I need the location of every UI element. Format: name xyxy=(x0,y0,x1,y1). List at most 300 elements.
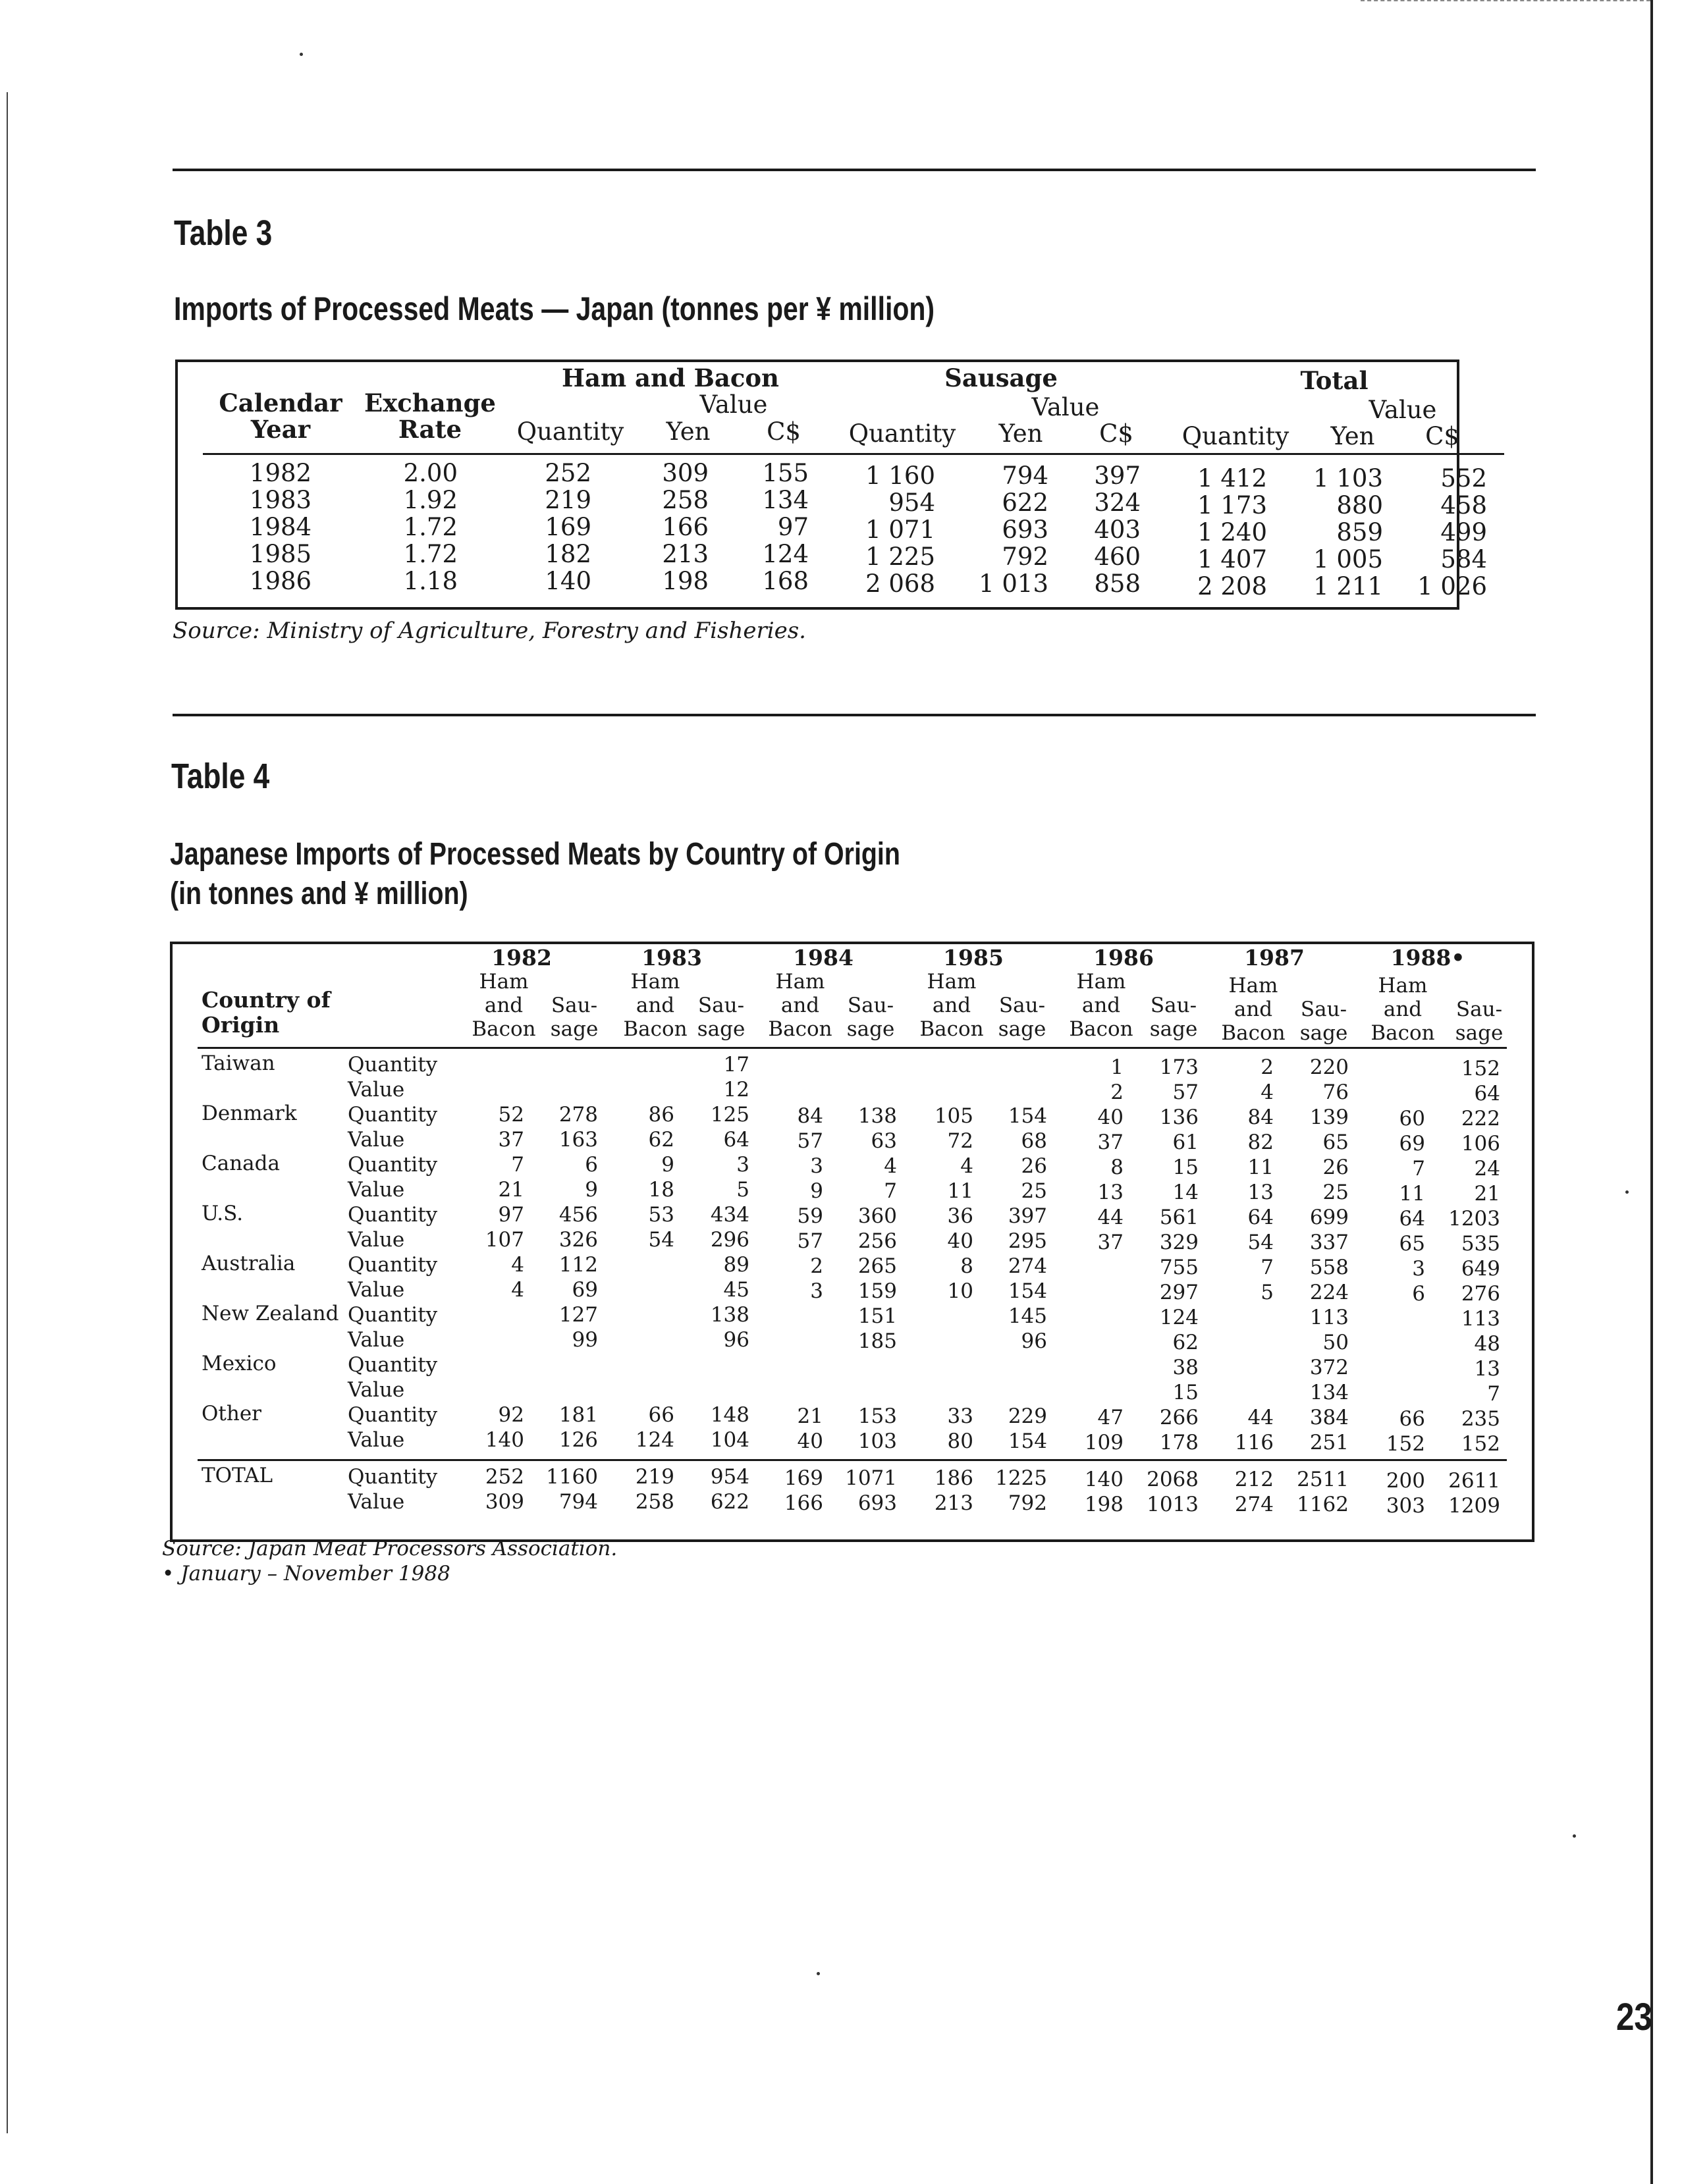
table4-cell: 794 xyxy=(558,1490,598,1514)
table4-cell: 266 xyxy=(1159,1406,1199,1429)
table3-cell-rate: 1.72 xyxy=(403,513,458,541)
subheader-sau: Sau- xyxy=(1150,994,1197,1017)
subheader-sage: sage xyxy=(1455,1021,1504,1045)
subheader-ham: Ham xyxy=(1228,974,1278,998)
table4-cell: 64 xyxy=(1474,1082,1500,1105)
table4-cell: 224 xyxy=(1309,1281,1349,1304)
table4-cell: 84 xyxy=(797,1104,823,1128)
table3-cell-hb_cad: 155 xyxy=(762,459,809,487)
table3-cell-t_yen: 1 103 xyxy=(1313,464,1383,493)
table4-cell: 186 xyxy=(934,1466,973,1490)
subheader-and: and xyxy=(484,994,524,1017)
table4-cell: 3 xyxy=(1412,1257,1425,1281)
table3-cell-rate: 1.72 xyxy=(403,540,458,568)
subheader-and: and xyxy=(1383,998,1423,1021)
table4-cell: 296 xyxy=(710,1228,749,1252)
table4-cell: 7 xyxy=(511,1153,524,1177)
measure-label: Quantity xyxy=(348,1153,438,1177)
year-header: 1986 xyxy=(1093,945,1154,971)
measure-label: Value xyxy=(348,1278,405,1302)
table4-cell: 535 xyxy=(1461,1232,1500,1256)
header-value: Value xyxy=(1369,396,1437,424)
scan-speck xyxy=(300,53,303,56)
table3-cell-year: 1982 xyxy=(249,459,312,487)
year-header: 1983 xyxy=(641,945,702,971)
table4-cell: 2611 xyxy=(1448,1469,1500,1493)
table4-cell: 138 xyxy=(857,1104,897,1128)
table4-cell: 65 xyxy=(1399,1232,1425,1256)
table4-cell: 2 xyxy=(1110,1080,1124,1104)
table4-cell: 252 xyxy=(485,1465,524,1489)
table4-cell: 69 xyxy=(572,1278,598,1302)
table3-cell-rate: 1.18 xyxy=(403,567,458,595)
table4-cell: 18 xyxy=(648,1178,674,1202)
table3-cell-s_yen: 622 xyxy=(1002,489,1048,517)
table4-cell: 21 xyxy=(498,1178,524,1202)
table4-cell: 8 xyxy=(1110,1156,1124,1179)
table3-cell-t_qty: 1 407 xyxy=(1197,545,1267,573)
table4-cell: 13 xyxy=(1097,1181,1124,1204)
table4-title-line2: (in tonnes and ¥ million) xyxy=(170,876,468,911)
table4-cell: 21 xyxy=(797,1404,823,1428)
subheader-sage: sage xyxy=(550,1017,599,1041)
table4-cell: 7 xyxy=(1412,1157,1425,1181)
table4-cell: 7 xyxy=(884,1179,897,1203)
table4-cell: 1071 xyxy=(845,1466,897,1490)
measure-label: Quantity xyxy=(348,1203,438,1227)
table4-cell: 64 xyxy=(1399,1207,1425,1231)
table4-cell: 8 xyxy=(960,1254,973,1278)
subheader-and: and xyxy=(636,994,675,1017)
left-binding-edge xyxy=(7,92,8,2133)
table4-cell: 103 xyxy=(857,1429,897,1453)
table4-header-rule xyxy=(198,1047,1507,1049)
table4-cell: 5 xyxy=(1261,1281,1274,1304)
table4-cell: 13 xyxy=(1247,1181,1274,1204)
measure-label: Value xyxy=(348,1490,405,1514)
measure-label: Value xyxy=(348,1378,405,1402)
subheader-ham: Ham xyxy=(479,970,529,994)
year-header: 1985 xyxy=(943,945,1004,971)
table3-cell-t_yen: 880 xyxy=(1336,491,1383,519)
table4-cell: 33 xyxy=(947,1404,973,1428)
table4-cell: 40 xyxy=(797,1429,823,1453)
table4-cell: 38 xyxy=(1172,1356,1199,1379)
table4-cell: 92 xyxy=(498,1403,524,1427)
table4-cell: 303 xyxy=(1386,1494,1425,1518)
table4-cell: 148 xyxy=(710,1403,749,1427)
table4-cell: 97 xyxy=(498,1203,524,1227)
header-ham-and-bacon: Ham and Bacon xyxy=(562,363,779,392)
table4-cell: 4 xyxy=(1261,1080,1274,1104)
table4-cell: 219 xyxy=(635,1465,674,1489)
table3-cell-t_yen: 859 xyxy=(1336,518,1383,546)
measure-label: Value xyxy=(348,1328,405,1352)
table4-title xyxy=(170,835,900,914)
table4-cell: 84 xyxy=(1247,1105,1274,1129)
table4-cell: 134 xyxy=(1309,1381,1349,1404)
subheader-bacon: Bacon xyxy=(1069,1017,1133,1041)
table4-cell: 456 xyxy=(558,1203,598,1227)
table3-cell-year: 1985 xyxy=(249,540,312,568)
header-quantity: Quantity xyxy=(848,419,956,448)
table4-cell: 309 xyxy=(485,1490,524,1514)
year-header: 1987 xyxy=(1244,945,1305,971)
table4-cell: 86 xyxy=(648,1103,674,1127)
table4-cell: 66 xyxy=(1399,1407,1425,1431)
subheader-sau: Sau- xyxy=(551,994,598,1017)
table4-cell: 47 xyxy=(1097,1406,1124,1429)
table4-cell: 138 xyxy=(710,1303,749,1327)
table4-cell: 276 xyxy=(1461,1282,1500,1306)
table4-cell: 622 xyxy=(710,1490,749,1514)
table4-cell: 5 xyxy=(736,1178,749,1202)
subheader-sau: Sau- xyxy=(847,994,894,1017)
table3-cell-t_cad: 552 xyxy=(1440,464,1487,493)
table4-cell: 154 xyxy=(1008,1429,1047,1453)
subheader-sage: sage xyxy=(998,1017,1046,1041)
subheader-and: and xyxy=(1234,998,1273,1021)
table4-cell: 112 xyxy=(558,1253,598,1277)
table4-cell: 64 xyxy=(723,1128,749,1152)
table4-cell: 1209 xyxy=(1448,1494,1500,1518)
table4-cell: 2 xyxy=(810,1254,823,1278)
table3-cell-hb_cad: 134 xyxy=(762,486,809,514)
table4-cell: 54 xyxy=(648,1228,674,1252)
table3-cell-s_yen: 794 xyxy=(1002,462,1048,490)
table4-cell: 140 xyxy=(485,1428,524,1452)
subheader-sage: sage xyxy=(846,1017,895,1041)
table4-cell: 372 xyxy=(1309,1356,1349,1379)
table4-cell: 10 xyxy=(947,1279,973,1303)
table3-cell-t_cad: 1 026 xyxy=(1417,572,1487,600)
table4-cell: 2068 xyxy=(1147,1468,1199,1491)
table3-cell-t_qty: 1 412 xyxy=(1197,464,1267,493)
table4-cell: 89 xyxy=(723,1253,749,1277)
subheader-and: and xyxy=(780,994,820,1017)
table4-cell: 124 xyxy=(635,1428,674,1452)
table4-cell: 44 xyxy=(1097,1206,1124,1229)
table4-cell: 6 xyxy=(1412,1282,1425,1306)
table4-cell: 36 xyxy=(947,1204,973,1228)
table4-cell: 9 xyxy=(585,1178,598,1202)
table4-cell: 329 xyxy=(1159,1231,1199,1254)
table4-cell: 297 xyxy=(1159,1281,1199,1304)
table4-cell: 21 xyxy=(1474,1182,1500,1206)
measure-label: Quantity xyxy=(348,1103,438,1127)
table4-cell: 274 xyxy=(1234,1493,1274,1516)
table3-cell-hb_qty: 169 xyxy=(545,513,591,541)
table4-top-rule xyxy=(173,714,1536,716)
country-header: Country of xyxy=(202,987,331,1013)
table3-cell-hb_cad: 97 xyxy=(777,513,809,541)
measure-label: Quantity xyxy=(348,1053,438,1077)
subheader-bacon: Bacon xyxy=(768,1017,832,1041)
table4-cell: 558 xyxy=(1309,1256,1349,1279)
subheader-sau: Sau- xyxy=(697,994,745,1017)
table3-cell-t_cad: 458 xyxy=(1440,491,1487,519)
subheader-sage: sage xyxy=(1149,1017,1198,1041)
table4-cell: 40 xyxy=(1097,1105,1124,1129)
country-header: Origin xyxy=(202,1012,280,1038)
year-header: 1982 xyxy=(491,945,552,971)
table3-cell-hb_qty: 182 xyxy=(545,540,591,568)
table4-cell: 154 xyxy=(1008,1279,1047,1303)
header-quantity: Quantity xyxy=(516,417,624,446)
table4-cell: 337 xyxy=(1309,1231,1349,1254)
table4-cell: 44 xyxy=(1247,1406,1274,1429)
table4-cell: 3 xyxy=(810,1279,823,1303)
table3-cell-s_qty: 1 225 xyxy=(865,543,935,571)
table4-cell: 278 xyxy=(558,1103,598,1127)
table4-cell: 326 xyxy=(558,1228,598,1252)
table3-cell-hb_yen: 198 xyxy=(662,567,709,595)
country-name: TOTAL xyxy=(202,1464,273,1487)
table4-cell: 76 xyxy=(1322,1080,1349,1104)
table4-cell: 159 xyxy=(857,1279,897,1303)
table4-cell: 166 xyxy=(784,1491,823,1515)
table4-cell: 66 xyxy=(648,1403,674,1427)
subheader-ham: Ham xyxy=(775,970,825,994)
table4-cell: 96 xyxy=(1021,1329,1047,1353)
table4-cell: 13 xyxy=(1474,1357,1500,1381)
table4-cell: 15 xyxy=(1172,1381,1199,1404)
table3-cell-s_cad: 324 xyxy=(1094,489,1141,517)
table4-cell: 59 xyxy=(797,1204,823,1228)
measure-label: Quantity xyxy=(348,1465,438,1489)
subheader-sage: sage xyxy=(1299,1021,1348,1045)
subheader-and: and xyxy=(932,994,971,1017)
table4-cell: 4 xyxy=(511,1253,524,1277)
table4-cell: 152 xyxy=(1461,1432,1500,1456)
table4-cell: 265 xyxy=(857,1254,897,1278)
table4-cell: 1203 xyxy=(1448,1207,1500,1231)
table4-cell: 954 xyxy=(710,1465,749,1489)
table4-cell: 295 xyxy=(1008,1229,1047,1253)
measure-label: Value xyxy=(348,1128,405,1152)
table4-cell: 220 xyxy=(1309,1055,1349,1079)
page-number: 23 xyxy=(1616,1996,1652,2038)
table4-cell: 45 xyxy=(723,1278,749,1302)
table4-cell: 1225 xyxy=(995,1466,1047,1490)
table4-cell: 1 xyxy=(1110,1055,1124,1079)
table4-cell: 37 xyxy=(498,1128,524,1152)
table4-cell: 434 xyxy=(710,1203,749,1227)
table4-cell: 152 xyxy=(1386,1432,1425,1456)
table4-cell: 37 xyxy=(1097,1131,1124,1154)
table4-cell: 6 xyxy=(585,1153,598,1177)
subheader-ham: Ham xyxy=(1378,974,1428,998)
table4-cell: 258 xyxy=(635,1490,674,1514)
table4-cell: 116 xyxy=(1234,1431,1274,1454)
measure-label: Value xyxy=(348,1178,405,1202)
country-name: Canada xyxy=(202,1152,280,1175)
table4-cell: 178 xyxy=(1159,1431,1199,1454)
table4-cell: 222 xyxy=(1461,1107,1500,1131)
table4-cell: 213 xyxy=(934,1491,973,1515)
table3-cell-hb_yen: 258 xyxy=(662,486,709,514)
table4-cell: 54 xyxy=(1247,1231,1274,1254)
table3-source: Source: Ministry of Agriculture, Forestry and Fisheries. xyxy=(173,618,806,644)
table3-cell-t_yen: 1 211 xyxy=(1313,572,1383,600)
table3-cell-t_qty: 1 240 xyxy=(1197,518,1267,546)
table3-cell-s_cad: 403 xyxy=(1094,516,1141,544)
table4-cell: 561 xyxy=(1159,1206,1199,1229)
table3-cell-hb_cad: 168 xyxy=(762,567,809,595)
table4-cell: 139 xyxy=(1309,1105,1349,1129)
table4-label: Table 4 xyxy=(171,757,270,796)
table4-cell: 140 xyxy=(1084,1468,1124,1491)
table4-cell: 3 xyxy=(736,1153,749,1177)
table4-cell: 63 xyxy=(871,1129,897,1153)
subheader-bacon: Bacon xyxy=(1221,1021,1286,1045)
country-name: Taiwan xyxy=(202,1052,275,1075)
header-rate: Rate xyxy=(398,415,462,444)
measure-label: Value xyxy=(348,1428,405,1452)
table3-cell-rate: 1.92 xyxy=(403,486,458,514)
table4-cell: 274 xyxy=(1008,1254,1047,1278)
table4-cell: 24 xyxy=(1474,1157,1500,1181)
table3-cell-year: 1983 xyxy=(249,486,312,514)
subheader-sage: sage xyxy=(697,1017,746,1041)
country-name: Other xyxy=(202,1402,262,1425)
subheader-sau: Sau- xyxy=(998,994,1046,1017)
table4-title-line1: Japanese Imports of Processed Meats by Country of Origin xyxy=(170,837,900,872)
measure-label: Quantity xyxy=(348,1353,438,1377)
measure-label: Quantity xyxy=(348,1303,438,1327)
table3-cell-s_qty: 1 160 xyxy=(865,462,935,490)
table4-cell: 113 xyxy=(1309,1306,1349,1329)
table4-cell: 2 xyxy=(1261,1055,1274,1079)
header-yen: Yen xyxy=(998,419,1043,448)
table3-header-rule xyxy=(203,453,1504,455)
header-yen: Yen xyxy=(1330,422,1375,450)
table4-cell: 181 xyxy=(558,1403,598,1427)
table4-cell: 57 xyxy=(797,1229,823,1253)
subheader-sau: Sau- xyxy=(1455,998,1503,1021)
subheader-bacon: Bacon xyxy=(1370,1021,1435,1045)
table3-cell-hb_qty: 219 xyxy=(545,486,591,514)
table3-cell-hb_yen: 309 xyxy=(662,459,709,487)
table4-cell: 124 xyxy=(1159,1306,1199,1329)
table3-cell-s_cad: 460 xyxy=(1094,543,1141,571)
table4-cell: 127 xyxy=(558,1303,598,1327)
country-name: Denmark xyxy=(202,1102,297,1125)
table3-label: Table 3 xyxy=(174,213,273,253)
table4-cell: 65 xyxy=(1322,1131,1349,1154)
table4-cell: 62 xyxy=(648,1128,674,1152)
table4-cell: 1013 xyxy=(1147,1493,1199,1516)
measure-label: Value xyxy=(348,1078,405,1102)
table4-cell: 229 xyxy=(1008,1404,1047,1428)
subheader-ham: Ham xyxy=(630,970,680,994)
table4-cell: 11 xyxy=(947,1179,973,1203)
header-calendar: Calendar xyxy=(219,388,342,417)
subheader-sau: Sau- xyxy=(1300,998,1347,1021)
table4-cell: 7 xyxy=(1487,1382,1500,1406)
table4-cell: 15 xyxy=(1172,1156,1199,1179)
table4-cell: 126 xyxy=(558,1428,598,1452)
table4-cell: 693 xyxy=(857,1491,897,1515)
header-cad: C$ xyxy=(1099,419,1133,448)
country-name: U.S. xyxy=(202,1202,244,1225)
table4-cell: 48 xyxy=(1474,1332,1500,1356)
table3-cell-hb_yen: 166 xyxy=(662,513,709,541)
table4-cell: 185 xyxy=(857,1329,897,1353)
table4-cell: 11 xyxy=(1247,1156,1274,1179)
measure-label: Quantity xyxy=(348,1403,438,1427)
year-header: 1984 xyxy=(793,945,854,971)
table4-cell: 69 xyxy=(1399,1132,1425,1156)
table3-cell-hb_cad: 124 xyxy=(762,540,809,568)
table4-cell: 169 xyxy=(784,1466,823,1490)
table4-cell: 62 xyxy=(1172,1331,1199,1354)
country-name: Mexico xyxy=(202,1352,277,1375)
table4-cell: 360 xyxy=(857,1204,897,1228)
table4-cell: 107 xyxy=(485,1228,524,1252)
table4-cell: 99 xyxy=(572,1328,598,1352)
header-yen: Yen xyxy=(666,417,711,446)
table4-cell: 792 xyxy=(1008,1491,1047,1515)
subheader-and: and xyxy=(1081,994,1121,1017)
table3-cell-s_yen: 1 013 xyxy=(979,570,1048,598)
table4-cell: 82 xyxy=(1247,1131,1274,1154)
table4-cell: 40 xyxy=(947,1229,973,1253)
table4-cell: 25 xyxy=(1021,1179,1047,1203)
table4-cell: 80 xyxy=(947,1429,973,1453)
table4-cell: 53 xyxy=(648,1203,674,1227)
table4-cell: 163 xyxy=(558,1128,598,1152)
table3-cell-t_cad: 499 xyxy=(1440,518,1487,546)
table4-cell: 649 xyxy=(1461,1257,1500,1281)
table4-cell: 699 xyxy=(1309,1206,1349,1229)
table4-cell: 64 xyxy=(1247,1206,1274,1229)
table4-cell: 755 xyxy=(1159,1256,1199,1279)
table4-cell: 113 xyxy=(1461,1307,1500,1331)
table4-source: Source: Japan Meat Processors Association. xyxy=(162,1537,618,1560)
top-edge-marks xyxy=(1361,0,1650,1)
table3-cell-s_qty: 1 071 xyxy=(865,516,935,544)
table4-cell: 68 xyxy=(1021,1129,1047,1153)
table4-cell: 2511 xyxy=(1297,1468,1349,1491)
table4-cell: 17 xyxy=(723,1053,749,1077)
table4-cell: 106 xyxy=(1461,1132,1500,1156)
table4-cell: 60 xyxy=(1399,1107,1425,1131)
table4-cell: 125 xyxy=(710,1103,749,1127)
subheader-ham: Ham xyxy=(927,970,977,994)
table4-cell: 109 xyxy=(1084,1431,1124,1454)
subheader-bacon: Bacon xyxy=(919,1017,984,1041)
table4-cell: 52 xyxy=(498,1103,524,1127)
table4-footnote: • January – November 1988 xyxy=(162,1562,450,1585)
table4-cell: 154 xyxy=(1008,1104,1047,1128)
scan-speck xyxy=(817,1972,820,1975)
table4-cell: 26 xyxy=(1322,1156,1349,1179)
table3-cell-rate: 2.00 xyxy=(403,459,458,487)
country-name: Australia xyxy=(202,1252,296,1275)
table4-cell: 96 xyxy=(723,1328,749,1352)
table3-title: Imports of Processed Meats — Japan (tonnes per ¥ million) xyxy=(174,290,935,327)
table3-cell-year: 1986 xyxy=(249,567,312,595)
header-sausage: Sausage xyxy=(944,363,1058,392)
table4-cell: 198 xyxy=(1084,1493,1124,1516)
country-name: New Zealand xyxy=(202,1302,339,1325)
table4-cell: 25 xyxy=(1322,1181,1349,1204)
table3-cell-hb_qty: 140 xyxy=(545,567,591,595)
header-year: Year xyxy=(250,415,311,444)
scan-speck xyxy=(1625,1190,1629,1194)
table4-cell: 57 xyxy=(797,1129,823,1153)
